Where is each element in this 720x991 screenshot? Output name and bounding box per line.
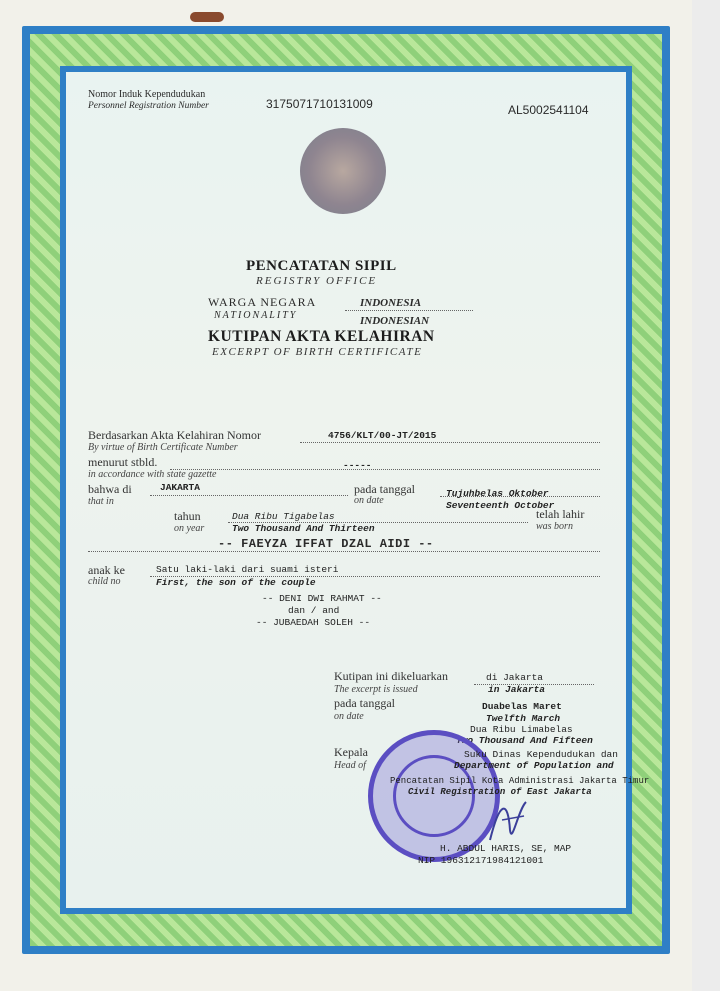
issue-date-3: Dua Ribu Limabelas xyxy=(470,724,573,735)
birth-date: Tujuhbelas Oktober xyxy=(446,488,549,499)
nationality-label: WARGA NEGARA xyxy=(208,295,317,309)
and-conjunction: dan / and xyxy=(288,605,340,616)
serial-number: AL5002541104 xyxy=(508,103,589,117)
father-name: -- DENI DWI RAHMAT -- xyxy=(262,593,382,604)
birth-certificate-number: 4756/KLT/00-JT/2015 xyxy=(328,430,437,441)
basis-label-en: By virtue of Birth Certificate Number xyxy=(88,442,238,453)
year-label-en: on year xyxy=(174,523,205,534)
head-office-1: Suku Dinas Kependudukan dan xyxy=(464,749,618,760)
issued-place-en: in Jakarta xyxy=(488,684,546,695)
office-title-en: REGISTRY OFFICE xyxy=(256,275,378,287)
head-label: Kepala xyxy=(334,745,368,759)
document-title-en: EXCERPT OF BIRTH CERTIFICATE xyxy=(212,346,423,358)
child-order-label-en: child no xyxy=(88,576,121,587)
basis-label: Berdasarkan Akta Kelahiran Nomor xyxy=(88,428,261,442)
head-office-4: Civil Registration of East Jakarta xyxy=(408,787,592,797)
issue-date-label-en: on date xyxy=(334,711,364,722)
birth-year-en: Two Thousand And Thirteen xyxy=(232,523,375,534)
document-title: KUTIPAN AKTA KELAHIRAN xyxy=(208,328,435,345)
signature xyxy=(480,790,540,850)
head-label-en: Head of xyxy=(334,760,366,771)
place-label-en: that in xyxy=(88,496,114,507)
nationality-value: INDONESIA xyxy=(360,297,422,309)
official-name: H. ABDUL HARIS, SE, MAP xyxy=(440,843,572,854)
issue-date-1: Duabelas Maret xyxy=(482,701,562,712)
born-label-en: was born xyxy=(536,521,573,532)
office-title: PENCATATAN SIPIL xyxy=(246,258,397,274)
head-office-2: Department of Population and xyxy=(454,760,614,771)
birth-year: Dua Ribu Tigabelas xyxy=(232,511,335,522)
stbld-value: ----- xyxy=(343,460,372,471)
issued-label-en: The excerpt is issued xyxy=(334,684,418,695)
stbld-label: menurut stbld. xyxy=(88,455,158,469)
nationality-value-en: INDONESIAN xyxy=(360,315,430,327)
child-order-label: anak ke xyxy=(88,563,125,577)
date-label-en: on date xyxy=(354,495,384,506)
place-label: bahwa di xyxy=(88,482,132,496)
birth-place: JAKARTA xyxy=(160,482,200,493)
head-office-3: Pencatatan Sipil Kota Administrasi Jakarta Timur xyxy=(390,776,650,786)
nik-label-en: Personnel Registration Number xyxy=(88,101,209,111)
nik-label: Nomor Induk Kependudukan xyxy=(88,89,206,100)
year-label: tahun xyxy=(174,509,201,523)
child-name: -- FAEYZA IFFAT DZAL AIDI -- xyxy=(218,537,434,551)
child-order-value-en: First, the son of the couple xyxy=(156,577,316,588)
garuda-emblem-icon xyxy=(300,128,386,214)
born-label: telah lahir xyxy=(536,507,585,521)
paper-clip-mark xyxy=(190,12,224,22)
issue-date-2: Twelfth March xyxy=(486,713,561,724)
child-order-value: Satu laki-laki dari suami isteri xyxy=(156,564,339,575)
nationality-label-en: NATIONALITY xyxy=(214,310,298,321)
mother-name: -- JUBAEDAH SOLEH -- xyxy=(256,617,371,628)
issue-date-4: Two Thousand And Fifteen xyxy=(456,735,593,746)
issue-date-label: pada tanggal xyxy=(334,696,395,710)
stbld-label-en: in accordance with state gazette xyxy=(88,469,217,480)
nik-value: 3175071710131009 xyxy=(266,97,373,111)
date-label: pada tanggal xyxy=(354,482,415,496)
birth-date-en: Seventeenth October xyxy=(446,500,555,511)
issued-place: di Jakarta xyxy=(486,672,544,683)
official-nip: NIP 196312171984121001 xyxy=(418,855,544,866)
page-edge xyxy=(692,0,720,991)
issued-label: Kutipan ini dikeluarkan xyxy=(334,669,448,683)
